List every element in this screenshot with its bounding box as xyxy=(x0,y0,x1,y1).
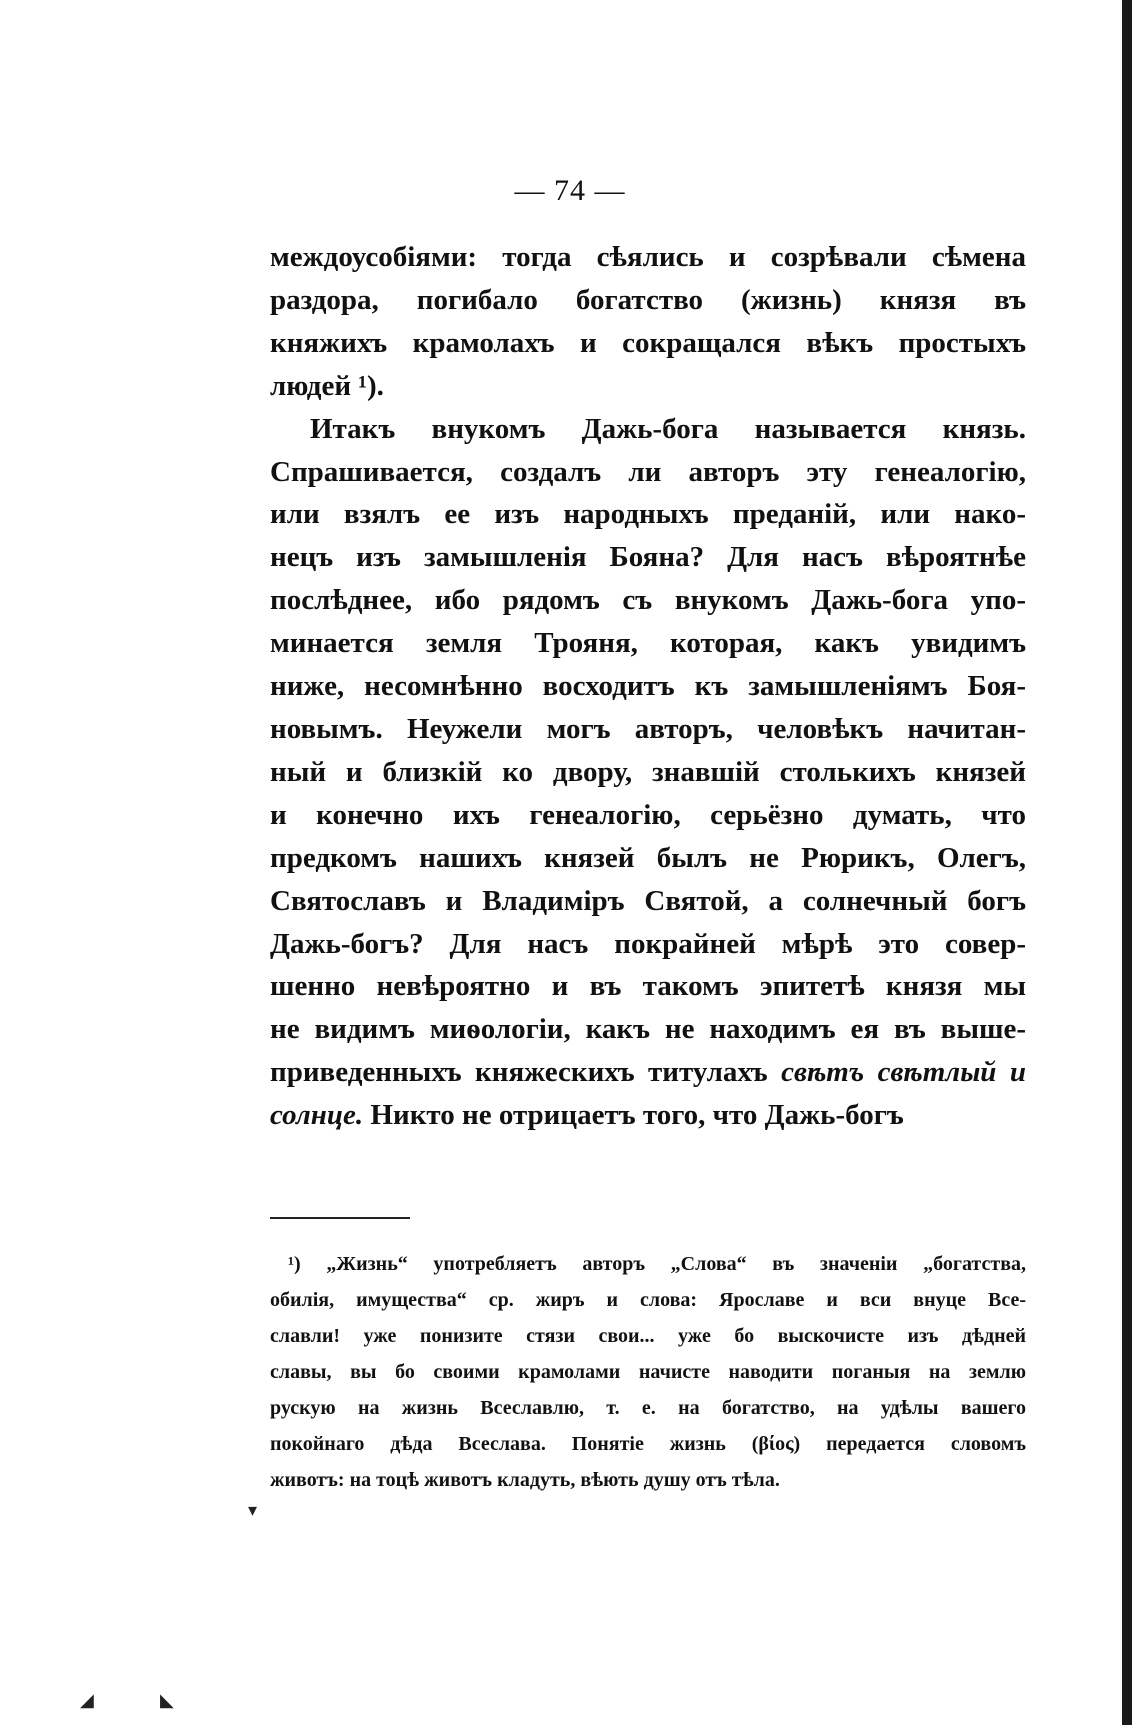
scan-corner-mark: ◢ xyxy=(80,1690,94,1710)
text-fragment: Никто не отрицаетъ того, что Дажь-богъ xyxy=(363,1099,904,1132)
text-line: или взялъ ее изъ народныхъ преданій, или нако- xyxy=(270,498,1026,531)
text-line: раздора, погибало богатство (жизнь) князя въ xyxy=(270,283,1026,316)
main-text xyxy=(270,236,1026,1137)
text-line: Святославъ и Владиміръ Святой, а солнечный богъ xyxy=(270,884,1026,917)
text-line: людей ¹). xyxy=(270,369,384,402)
text-line: Спрашивается, создалъ ли авторъ эту генеалогію, xyxy=(270,455,1026,488)
text-line: послѣднее, ибо рядомъ съ внукомъ Дажь-бога упо- xyxy=(270,584,1026,617)
footnote-line: ¹) „Жизнь“ употребляетъ авторъ „Слова“ въ значеніи „богатства, xyxy=(288,1253,1026,1275)
footnote-divider xyxy=(270,1217,410,1219)
text-line: Дажь-богъ? Для насъ покрайней мѣрѣ это совер- xyxy=(270,927,1026,960)
text-line: княжихъ крамолахъ и сокращался вѣкъ простыхъ xyxy=(270,326,1026,359)
footnote-line: рускую на жизнь Всеславлю, т. е. на богатство, на удѣлы вашего xyxy=(270,1397,1026,1419)
text-line: шенно невѣроятно и въ такомъ эпитетѣ князя мы xyxy=(270,970,1026,1003)
text-fragment: приведенныхъ княжескихъ титулахъ xyxy=(270,1056,768,1089)
footnote-line: славы, вы бо своими крамолами начисте наводити поганыя на землю xyxy=(270,1361,1026,1383)
text-line: не видимъ миѳологіи, какъ не находимъ ея въ выше- xyxy=(270,1013,1026,1046)
page-edge-shadow xyxy=(1122,0,1132,1725)
footnote-line: животъ: на тоцѣ животъ кладуть, вѣють душу отъ тѣла. xyxy=(270,1469,780,1491)
page-number: — 74 — xyxy=(514,174,626,207)
text-line xyxy=(270,1094,1026,1137)
scan-speck: ▾ xyxy=(248,1500,258,1520)
text-line: минается земля Трояня, которая, какъ увидимъ xyxy=(270,627,1026,660)
scan-corner-mark: ◣ xyxy=(160,1690,174,1710)
italic-phrase: солнце. xyxy=(270,1099,364,1132)
footnote xyxy=(270,1246,1026,1498)
text-line: нецъ изъ замышленія Бояна? Для насъ вѣроятнѣе xyxy=(270,541,1026,574)
footnote-line: покойнаго дѣда Всеслава. Понятіе жизнь (βίος) передается словомъ xyxy=(270,1433,1026,1455)
text-line: междоусобіями: тогда сѣялись и созрѣвали сѣмена xyxy=(270,241,1026,273)
text-line: предкомъ нашихъ князей былъ не Рюрикъ, Олегъ, xyxy=(270,841,1026,874)
text-line: и конечно ихъ генеалогію, серьёзно думать, что xyxy=(270,798,1026,831)
text-line: новымъ. Неужели могъ авторъ, человѣкъ начитан- xyxy=(270,712,1026,745)
paragraph-start-line: Итакъ внукомъ Дажь-бога называется князь. xyxy=(310,412,1026,445)
footnote-line: славли! уже понизите стязи свои... уже бо выскочисте изъ дѣдней xyxy=(270,1325,1026,1347)
text-line: ниже, несомнѣнно восходитъ къ замышленіямъ Боя- xyxy=(270,670,1026,703)
text-line xyxy=(270,1051,1026,1094)
text-line: ный и близкій ко двору, знавшій столькихъ князей xyxy=(270,755,1026,788)
footnote-line: обилія, имущества“ ср. жиръ и слова: Ярославе и вси внуце Все- xyxy=(270,1289,1026,1311)
italic-phrase: свѣтъ свѣтлый и xyxy=(781,1056,1026,1089)
